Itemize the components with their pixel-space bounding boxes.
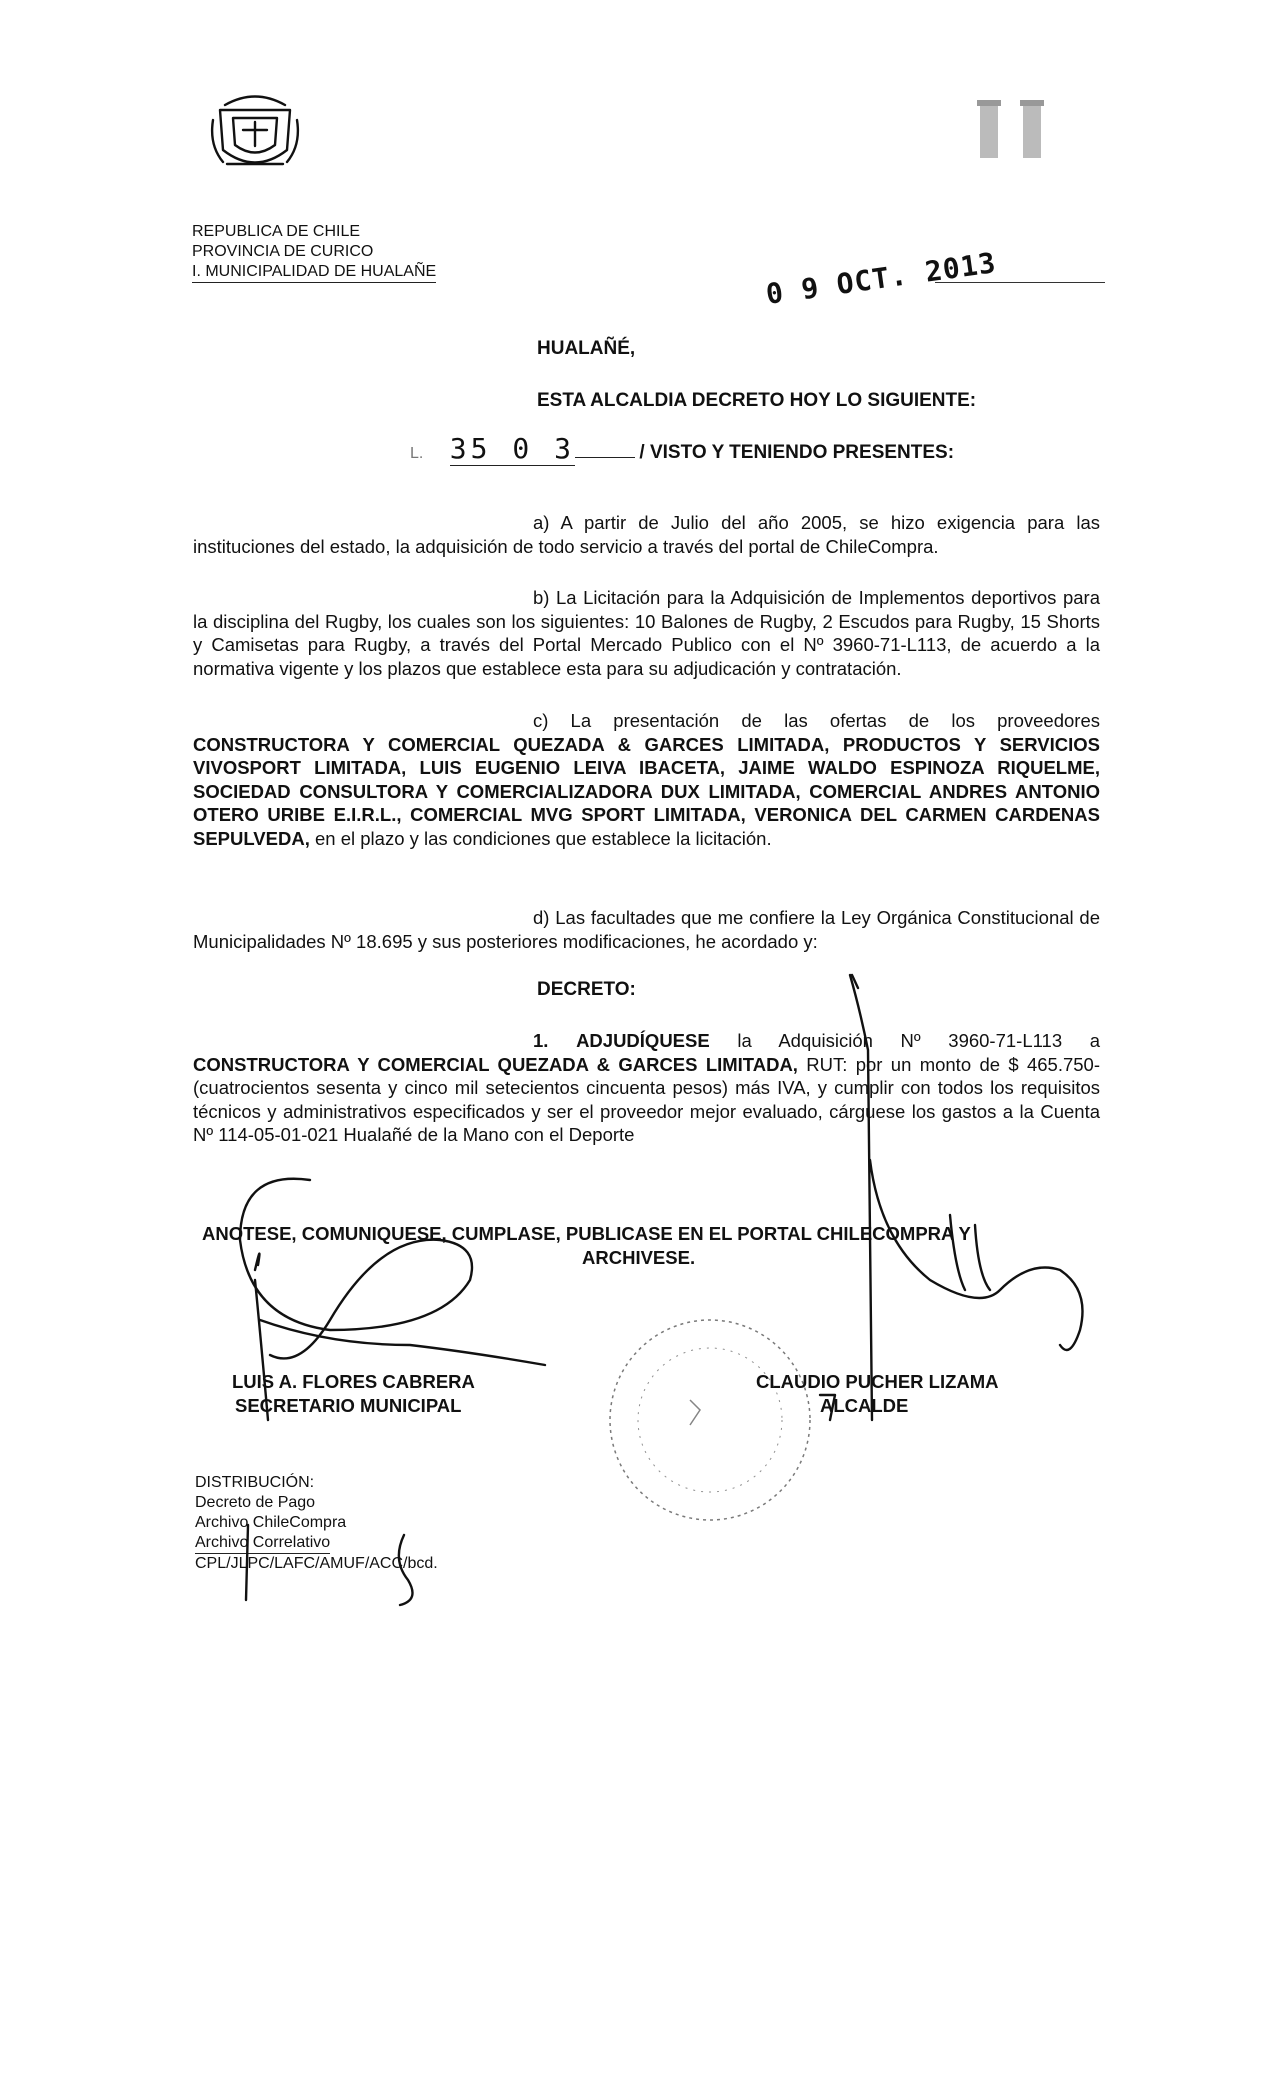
distribution-item: Archivo Correlativo: [195, 1533, 330, 1554]
distribution-item: Decreto de Pago: [195, 1494, 316, 1511]
right-signatory-title: ALCALDE: [820, 1395, 909, 1416]
paragraph-c: c) La presentación de las ofertas de los proveedores CONSTRUCTORA Y COMERCIAL QUEZADA & GARCES LIMITADA, PRODUCTOS Y SERVICIOS VIVOSPORT LIMITADA, LUIS EUGENIO LEIVA IBACETA, JAIME WALDO ESPINOZA RIQUELME, SOCIEDAD CONSULTORA Y COMERCIALIZADORA DUX LIMITADA, COMERCIAL ANDRES ANTONIO OTERO URIBE E.I.R.L., COMERCIAL MVG SPORT LIMITADA, VERONICA DEL CARMEN CARDENAS SEPULVEDA, en el plazo y las condiciones que establece la licitación.: [193, 710, 1100, 849]
paragraph-b: b) La Licitación para la Adquisición de Implementos deportivos para la disciplina del Rugby, los cuales son los siguientes: 10 Balones de Rugby, 2 Escudos para Rugby, 15 Shorts y Camisetas para Rugby, a través del Portal Mercado Publico con el Nº 3960-71-L113, de acuerdo a la normativa vigente y los plazos que establece esta para su adjudicación y contratación.: [193, 587, 1100, 679]
city-heading: HUALAÑÉ,: [537, 338, 636, 359]
closing-archivese: ARCHIVESE.: [582, 1247, 696, 1268]
adjudiquese-verb: ADJUDÍQUESE: [576, 1030, 710, 1051]
left-signatory-name: LUIS A. FLORES CABRERA: [232, 1371, 475, 1392]
paragraph-d: d) Las facultades que me confiere la Ley Orgánica Constitucional de Municipalidades Nº 18.695 y sus posteriores modificaciones, he acordado y:: [193, 907, 1100, 952]
paragraph-a: a) A partir de Julio del año 2005, se hizo exigencia para las instituciones del estado, la adquisición de todo servicio a través del portal de ChileCompra.: [193, 512, 1100, 557]
distribution-item: Archivo ChileCompra: [195, 1514, 347, 1531]
decree-intro: ESTA ALCALDIA DECRETO HOY LO SIGUIENTE:: [537, 390, 977, 411]
bidders-list: CONSTRUCTORA Y COMERCIAL QUEZADA & GARCES LIMITADA, PRODUCTOS Y SERVICIOS VIVOSPORT LIMITADA, LUIS EUGENIO LEIVA IBACETA, JAIME WALDO ESPINOZA RIQUELME, SOCIEDAD CONSULTORA Y COMERCIALIZADORA DUX LIMITADA, COMERCIAL ANDRES ANTONIO OTERO URIBE E.I.R.L., COMERCIAL MVG SPORT LIMITADA, VERONICA DEL CARMEN CARDENAS SEPULVEDA,: [193, 733, 1100, 849]
decreto-heading: DECRETO:: [537, 979, 636, 1000]
header-line-municipality: I. MUNICIPALIDAD DE HUALAÑE: [192, 262, 436, 283]
awarded-company: CONSTRUCTORA Y COMERCIAL QUEZADA & GARCES LIMITADA,: [193, 1053, 798, 1075]
distribution-initials: CPL/JLPC/LAFC/AMUF/ACC/bcd.: [195, 1555, 438, 1572]
distribution-heading: DISTRIBUCIÓN:: [195, 1474, 315, 1491]
right-handwritten-signature: [820, 975, 1083, 1420]
decree-item-1: 1. ADJUDÍQUESE la Adquisición Nº 3960-71-L113 a CONSTRUCTORA Y COMERCIAL QUEZADA & GARCES LIMITADA, RUT: por un monto de $ 465.750- (cuatrocientos sesenta y cinco mil setecientos cincuenta pesos) más IVA, y cumplir con todos los requisitos técnicos y administrativos especificados y ser el proveedor mejor evaluado, cárguese los gastos a la Cuenta Nº 114-05-01-021 Hualañé de la Mano con el Deporte: [193, 1030, 1101, 1145]
header-line-country: REPUBLICA DE CHILE: [192, 223, 361, 240]
left-signatory-title: SECRETARIO MUNICIPAL: [235, 1395, 462, 1416]
municipal-seal: [610, 1320, 810, 1520]
visto-heading: / VISTO Y TENIENDO PRESENTES:: [639, 442, 955, 463]
right-signatory-name: CLAUDIO PUCHER LIZAMA: [756, 1371, 999, 1392]
decree-number: 35 0 3: [449, 432, 575, 465]
header-line-province: PROVINCIA DE CURICO: [192, 243, 374, 260]
decree-number-line: L. 35 0 3 / VISTO Y TENIENDO PRESENTES:: [410, 432, 955, 465]
date-stamp: 0 9 OCT. 2013: [763, 246, 999, 311]
left-handwritten-signature: [240, 1179, 545, 1420]
closing-line: ANOTESE, COMUNIQUESE, CUMPLASE, PUBLICASE EN EL PORTAL CHILECOMPRA Y: [202, 1223, 971, 1244]
